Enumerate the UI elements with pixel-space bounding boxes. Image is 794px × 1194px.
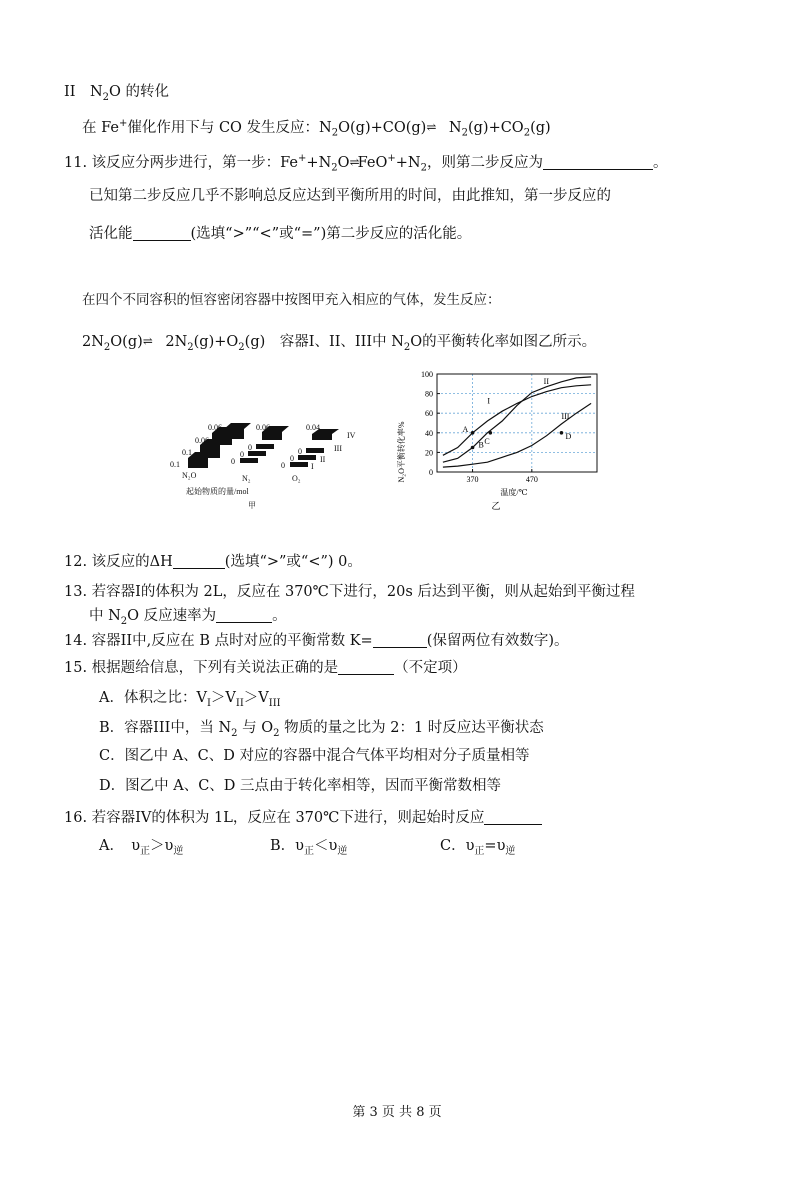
y-tick-label: 80 [425, 389, 433, 399]
q14: 14. 容器II中,反应在 B 点时对应的平衡常数 K= (保留两位有效数字)。 [64, 633, 569, 649]
chart-ylabel: N₂O平衡转化率% [397, 421, 406, 483]
chart-label: 乙 [491, 501, 501, 511]
point-c-label: C [484, 436, 490, 446]
jia-val-5: 0.06 [256, 423, 270, 432]
setup-line1: 在四个不同容积的恒容密闭容器中按图甲充入相应的气体，发生反应： [82, 292, 501, 308]
q15-option-d[interactable]: D．图乙中 A、C、D 三点由于转化率相等，因而平衡常数相等 [99, 778, 502, 794]
q15-stem: 15. 根据题给信息，下列有关说法正确的是 （不定项） [64, 660, 467, 676]
container-label-4: IV [347, 431, 356, 440]
equilibrium-arrow-icon: ⇌ [426, 119, 435, 134]
x-tick-label: 370 [466, 475, 479, 484]
jia-caption: 起始物质的量/mol [186, 487, 249, 496]
y-tick-label: 0 [429, 468, 433, 477]
q11-line2: 已知第二步反应几乎不影响总反应达到平衡所用的时间，由此推知，第一步反应的 [89, 188, 611, 204]
species-n2o: N₂O [182, 471, 197, 480]
section-title: II $N_2O$ 的转化 [64, 84, 170, 103]
jia-val-10: 0 [281, 461, 285, 470]
q16-stem: 16. 若容器IV的体积为 1L，反应在 370℃下进行，则起始时反应 [64, 808, 542, 828]
point-d [560, 431, 564, 435]
chart-yi [392, 362, 612, 512]
jia-val-12: 0 [298, 447, 302, 456]
q11-answer-blank[interactable] [543, 154, 653, 170]
chart-series [443, 377, 591, 467]
species-o2: O₂ [292, 474, 301, 483]
setup-line2: $2N_2O(g)\rightleftharpoons$ $2N_2(g)+O_2(g)$ 容器I、II、III中 $N_2O$的平衡转化率如图乙所示。 [82, 334, 597, 353]
jia-val-3: 0.06 [195, 436, 209, 445]
page-footer: 第 3 页 共 8 页 [352, 1105, 442, 1120]
chart-frame [437, 374, 597, 472]
q13-line2: 中 $N_2O$ 反应速率为 。 [89, 608, 287, 627]
q11-line3: 活化能 (选填“>”“<”或“=”)第二步反应的活化能。 [89, 226, 472, 242]
container-label-1: I [311, 462, 314, 471]
q14-blank[interactable] [373, 632, 427, 648]
q16-option-c[interactable]: C．$\upsilon_正=\upsilon_逆$ [440, 838, 516, 857]
q13-line1: 13. 若容器I的体积为 2L，反应在 370℃下进行，20s 后达到平衡，则从起始到平衡过程 [64, 584, 635, 600]
q16-blank[interactable] [484, 809, 542, 825]
jia-val-1: 0.1 [170, 460, 180, 469]
q15-blank[interactable] [338, 659, 394, 675]
q12: 12. 该反应的ΔH (选填“>”或“<”) 0。 [64, 554, 362, 570]
point-b-label: B [478, 440, 484, 450]
series-i-label: I [487, 396, 491, 406]
y-tick-label: 40 [425, 428, 433, 438]
jia-label: 甲 [248, 501, 256, 510]
figure-jia [160, 418, 375, 513]
jia-val-2: 0.1 [182, 448, 192, 457]
jia-val-11: 0 [290, 454, 294, 463]
jia-val-8: 0 [240, 450, 244, 459]
jia-val-4: 0.06 [208, 423, 222, 432]
point-b [471, 446, 475, 450]
species-n2: N₂ [242, 474, 251, 483]
q11-compare-blank[interactable] [133, 225, 191, 241]
chart-grid [437, 374, 597, 472]
q15-option-b[interactable]: B．容器III中，当 $N_2$ 与 $O_2$ 物质的量之比为 2：1 时反应达平衡状态 [99, 720, 544, 739]
y-tick-label: 100 [421, 370, 433, 379]
point-a-label: A [462, 424, 469, 434]
q15-option-a[interactable]: A．体积之比：$V_I>V_{II}>V_{III}$ [99, 690, 281, 709]
jia-val-6: 0.04 [306, 423, 320, 432]
container-label-2: II [320, 455, 326, 464]
jia-val-7: 0 [231, 457, 235, 466]
chart-xlabel: 温度/℃ [500, 488, 528, 497]
q12-blank[interactable] [173, 553, 225, 569]
x-tick-label: 470 [525, 475, 538, 484]
intro-reaction: 在 Fe+催化作用下与 CO 发生反应：$N_2O(g)+CO(g)\rightleftharpoons$ $N_2(g)+CO_2(g)$ [82, 118, 551, 139]
y-tick-label: 20 [425, 448, 433, 458]
q16-option-b[interactable]: B．$\upsilon_正<\upsilon_逆$ [270, 838, 348, 857]
point-d-label: D [565, 431, 572, 441]
jia-val-9: 0 [248, 443, 252, 452]
q13-blank[interactable] [216, 607, 272, 623]
q15-option-c[interactable]: C．图乙中 A、C、D 对应的容器中混合气体平均相对分子质量相等 [99, 748, 530, 764]
series-ii-label: II [543, 376, 549, 386]
point-a [471, 431, 475, 435]
point-c [489, 431, 493, 435]
y-tick-label: 60 [425, 409, 433, 419]
q11-line1: 11. 该反应分两步进行，第一步：$Fe^++N_2O\rightleftharpoons FeO^++N_2$，则第二步反应为 。 [64, 153, 668, 174]
q16-option-a[interactable]: A． $\upsilon_正>\upsilon_逆$ [99, 838, 184, 857]
container-label-3: III [334, 444, 342, 453]
series-iii-label: III [561, 412, 570, 422]
